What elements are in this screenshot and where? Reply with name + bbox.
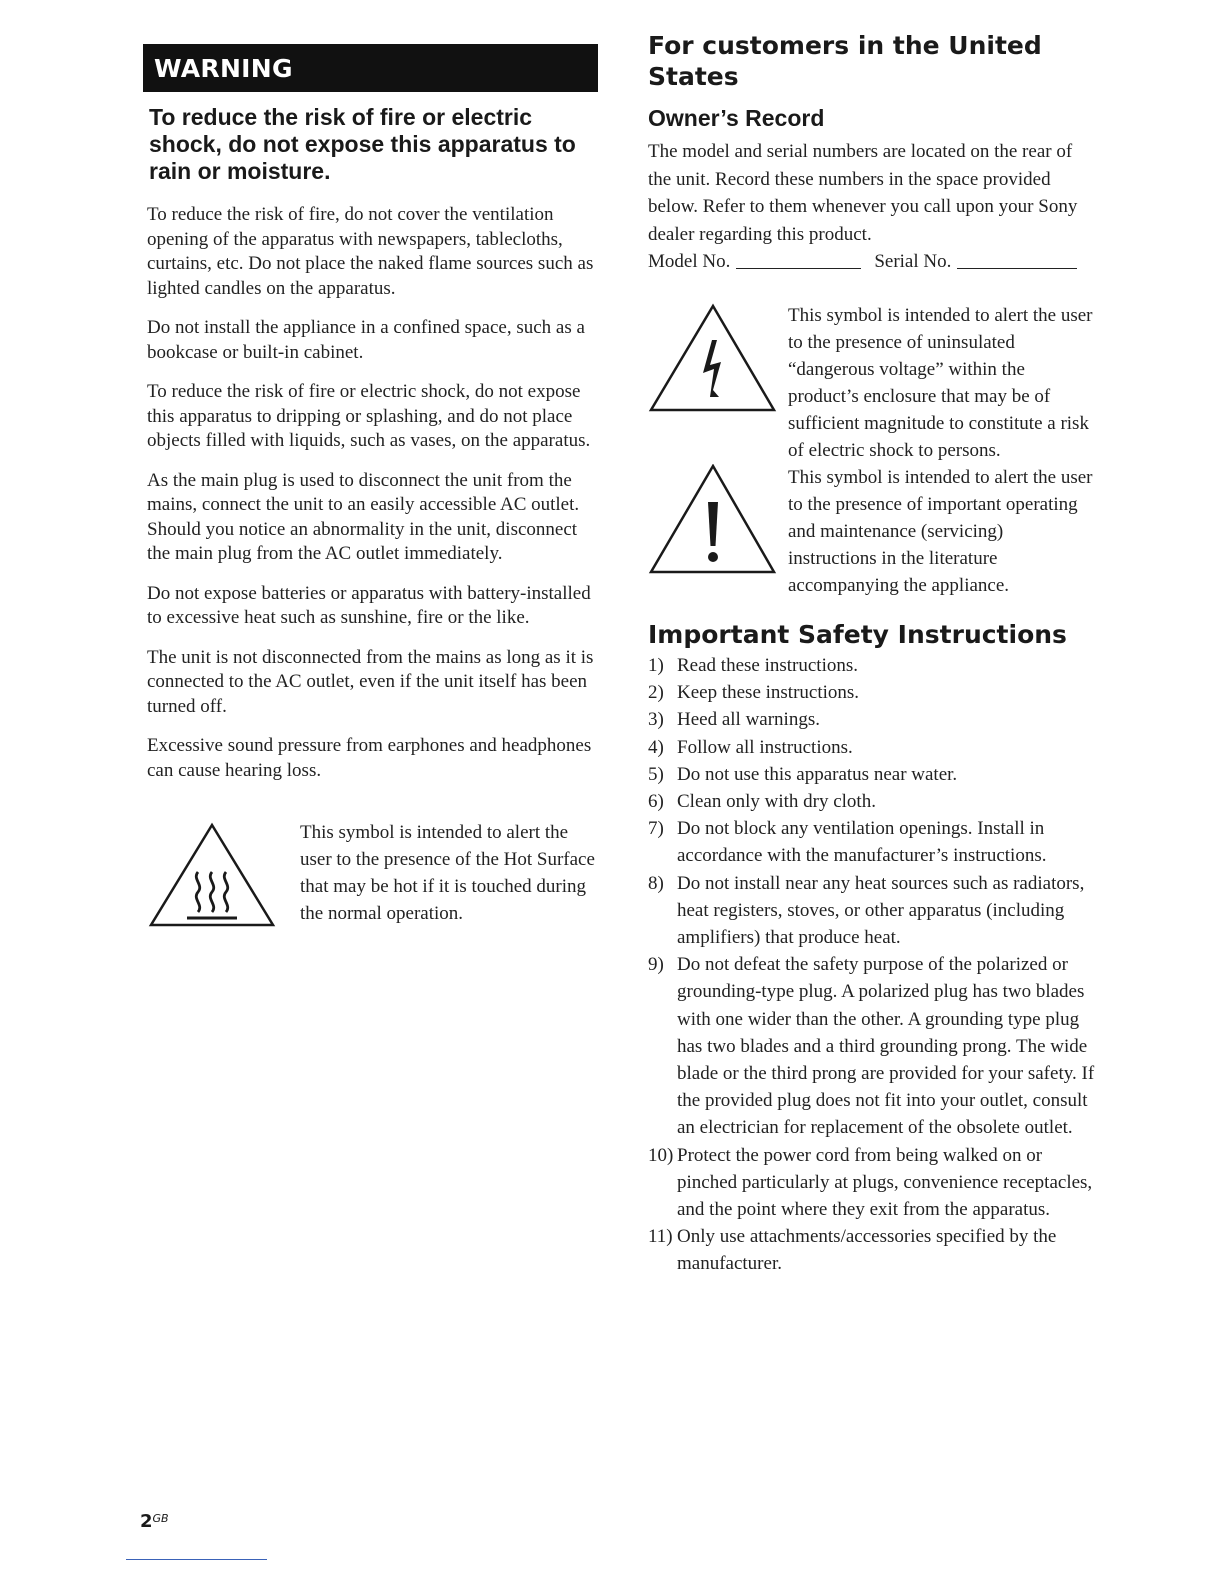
owners-record-text: The model and serial numbers are located on the rear of the unit. Record these numbers in the space provided below. Refer to them whenever you call upon your Sony dealer regarding this product. <box>648 141 1078 245</box>
list-item: 10) Protect the power cord from being walked on or pinched particularly at plugs, convenience receptacles, and the point where they exit from the apparatus. <box>648 1144 1093 1221</box>
instructions-notice <box>648 464 1100 599</box>
owners-record-heading: Owner’s Record <box>648 105 825 131</box>
hot-surface-warning-icon <box>147 819 277 931</box>
model-label: Model No. <box>648 251 731 272</box>
safety-instructions-list <box>648 652 1100 1278</box>
warning-label: WARNING <box>154 53 293 83</box>
warning-lead-heading: To reduce the risk of fire or electric shock, do not expose this apparatus to rain or moisture. <box>149 104 576 184</box>
page-number <box>140 1511 169 1532</box>
warning-paragraph: To reduce the risk of fire or electric shock, do not expose this apparatus to dripping or splashing, and do not place objects filled with liquids, such as vases, on the apparatus. <box>147 381 591 451</box>
lightning-symbol-text: This symbol is intended to alert the user to the presence of uninsulated “dangerous voltage” within the product’s enclosure that may be of sufficient magnitude to constitute a risk of electric shock to persons. <box>788 305 1093 461</box>
serial-label: Serial No. <box>874 251 952 272</box>
list-item: 11) Only use attachments/accessories specified by the manufacturer. <box>648 1226 1057 1275</box>
dangerous-voltage-notice <box>648 302 1100 464</box>
warning-banner <box>143 44 598 92</box>
footer-rule <box>126 1559 267 1560</box>
warning-paragraph: As the main plug is used to disconnect the unit from the mains, connect the unit to an easily accessible AC outlet. Should you notice an abnormality in the unit, disconnect the main plug from the AC outlet immediately. <box>147 469 580 564</box>
lightning-warning-icon <box>648 302 778 414</box>
exclamation-symbol-text: This symbol is intended to alert the user to the presence of important operating and maintenance (servicing) instructions in the literature accompanying the appliance. <box>788 467 1093 596</box>
warning-paragraph: Do not expose batteries or apparatus with battery-installed to excessive heat such as sunshine, fire or the like. <box>147 582 591 628</box>
hot-surface-notice <box>143 819 598 936</box>
model-serial-line <box>648 248 1100 275</box>
page-number-value: 2 <box>140 1511 153 1532</box>
list-item: 5) Do not use this apparatus near water. <box>648 763 958 785</box>
list-item: 1) Read these instructions. <box>648 655 858 676</box>
list-item: 3) Heed all warnings. <box>648 709 820 731</box>
safety-instructions-heading: Important Safety Instructions <box>648 620 1067 649</box>
list-item: 6) Clean only with dry cloth. <box>648 791 876 813</box>
model-number-blank <box>736 248 861 269</box>
warning-paragraph: To reduce the risk of fire, do not cover the ventilation opening of the apparatus with newspapers, tablecloths, curtains, etc. Do not place the naked flame sources such as lighted candles on the apparatus. <box>147 204 594 299</box>
left-column <box>143 44 598 936</box>
us-customers-heading: For customers in the United States <box>648 31 1042 91</box>
list-item: 2) Keep these instructions. <box>648 682 860 704</box>
page-number-suffix: GB <box>152 1512 169 1525</box>
list-item: 9) Do not defeat the safety purpose of the polarized or grounding-type plug. A polarized plug has two blades with one wider than the other. A grounding type plug has two blades and a third grounding prong. The wide blade or the third prong are provided for your safety. If the provided plug does not fit into your outlet, consult an electrician for replacement of the obsolete outlet. <box>648 954 1095 1139</box>
hot-surface-text: This symbol is intended to alert the user to the presence of the Hot Surface that may be hot if it is touched during the normal operation. <box>300 822 595 924</box>
list-item: 8) Do not install near any heat sources such as radiators, heat registers, stoves, or other apparatus (including amplifiers) that produce heat. <box>648 872 1085 949</box>
exclamation-warning-icon <box>648 464 778 576</box>
right-column <box>648 30 1100 1278</box>
list-item: 4) Follow all instructions. <box>648 736 853 758</box>
warning-paragraph: Do not install the appliance in a confined space, such as a bookcase or built-in cabinet. <box>147 317 585 363</box>
list-item: 7) Do not block any ventilation openings. Install in accordance with the manufacturer’s instructions. <box>648 818 1047 867</box>
warning-paragraph: Excessive sound pressure from earphones and headphones can cause hearing loss. <box>147 735 592 781</box>
warning-paragraph: The unit is not disconnected from the mains as long as it is connected to the AC outlet, even if the unit itself has been turned off. <box>147 646 594 717</box>
serial-number-blank <box>957 248 1077 269</box>
